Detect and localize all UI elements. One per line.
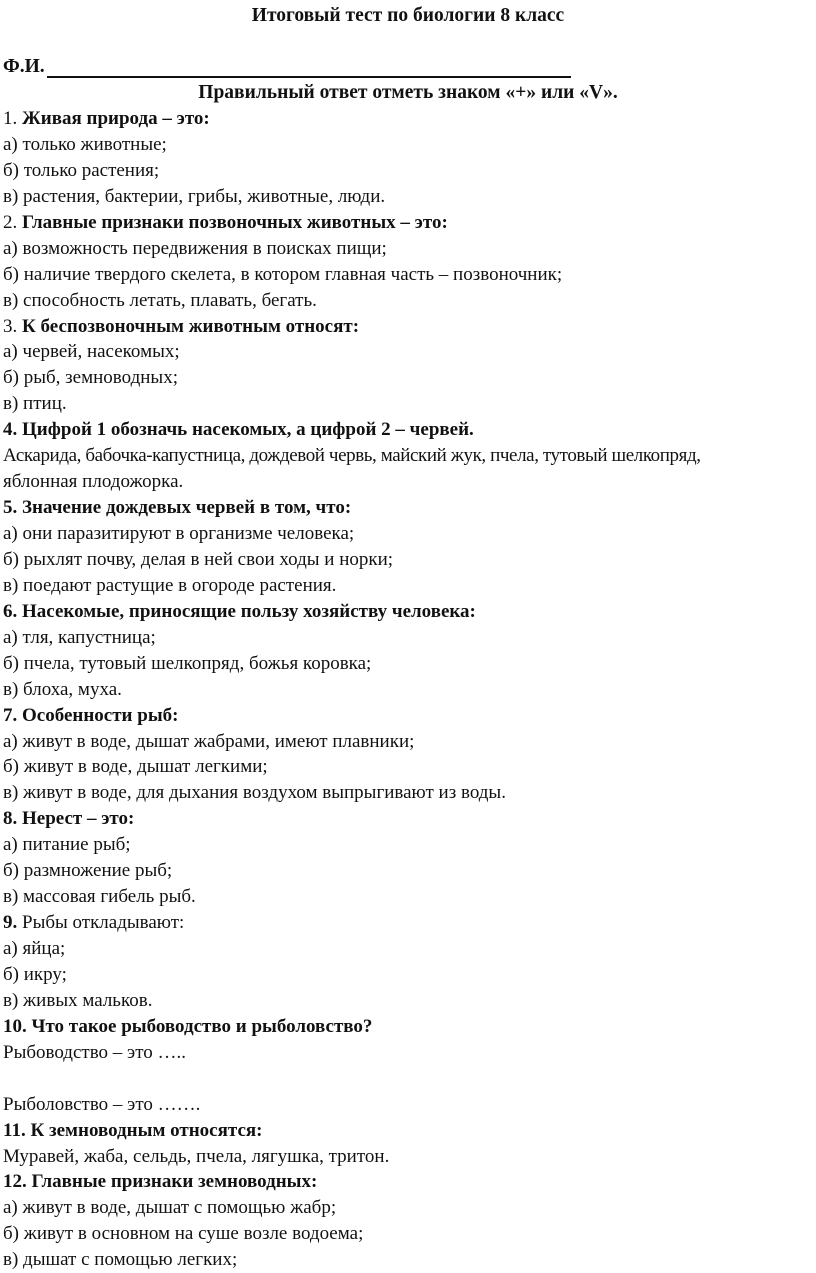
- questions-list: [3, 106, 813, 1273]
- answer-option: в) поедают растущие в огороде растения.: [3, 574, 337, 596]
- answer-option: а) только животные;: [3, 133, 167, 155]
- question-heading: [3, 1014, 813, 1040]
- question-text: К земноводным относятся:: [30, 1119, 263, 1141]
- question-heading: [3, 703, 813, 729]
- question-text: К беспозвоночным животным относят:: [22, 315, 360, 337]
- answer-option: в) живых мальков.: [3, 989, 153, 1011]
- answer-option: а) питание рыб;: [3, 834, 131, 856]
- question-text: Особенности рыб:: [22, 704, 179, 726]
- blank-line: [3, 1066, 813, 1092]
- answer-option: в) массовая гибель рыб.: [3, 886, 196, 908]
- answer-option: а) тля, капустница;: [3, 626, 156, 648]
- question-heading: [3, 314, 813, 340]
- answer-option: а) они паразитируют в организме человека;: [3, 523, 355, 544]
- question-number: 6.: [3, 600, 18, 622]
- question-heading: [3, 599, 813, 625]
- question-number: 3.: [3, 315, 18, 337]
- answer-option: б) только растения;: [3, 159, 160, 181]
- fio-label: Ф.И.: [3, 56, 45, 77]
- question-heading: [3, 806, 813, 832]
- answer-option: а) живут в воде, дышат с помощью жабр;: [3, 1197, 337, 1219]
- question-number: 9.: [3, 912, 18, 934]
- answer-option: б) живут в основном на суше возле водоема;: [3, 1223, 364, 1245]
- question-number: 1.: [3, 108, 18, 129]
- answer-option: б) живут в воде, дышат легкими;: [3, 756, 268, 778]
- answer-option: в) живут в воде, для дыхания воздухом выпрыгивают из воды.: [3, 782, 506, 804]
- answer-option: а) червей, насекомых;: [3, 341, 180, 363]
- answer-option: б) рыхлят почву, делая в ней свои ходы и норки;: [3, 548, 394, 570]
- question-text: Значение дождевых червей в том, что:: [22, 497, 352, 519]
- answer-option: в) растения, бактерии, грибы, животные, люди.: [3, 185, 386, 207]
- question-number: 5.: [3, 497, 18, 519]
- question-number: 10.: [3, 1015, 27, 1037]
- answer-option: б) пчела, тутовый шелкопряд, божья коровка;: [3, 652, 372, 674]
- answer-option: в) птиц.: [3, 393, 67, 415]
- answer-option: б) наличие твердого скелета, в котором главная часть – позвоночник;: [3, 263, 563, 285]
- question-text: Нерест – это:: [22, 808, 135, 830]
- fio-underline: [47, 76, 571, 78]
- question-text: Главные признаки земноводных:: [31, 1171, 318, 1193]
- question-number: 2.: [3, 211, 18, 233]
- answer-text: Рыболовство – это …….: [3, 1093, 201, 1115]
- answer-option: б) размножение рыб;: [3, 860, 173, 882]
- answer-text: яблонная плодожорка.: [3, 471, 184, 493]
- question-heading: [3, 106, 813, 132]
- question-heading: [3, 417, 813, 443]
- answer-option: б) икру;: [3, 963, 67, 985]
- question-heading: [3, 1169, 813, 1195]
- answer-option: в) блоха, муха.: [3, 678, 122, 700]
- page-title: Итоговый тест по биологии 8 класс: [251, 5, 565, 26]
- question-heading: [3, 210, 813, 236]
- question-heading: [3, 495, 813, 521]
- answer-option: б) рыб, земноводных;: [3, 367, 178, 389]
- question-text: Рыбы откладывают:: [22, 912, 185, 934]
- question-number: 12.: [3, 1171, 27, 1193]
- answer-text: Муравей, жаба, сельдь, пчела, лягушка, тритон.: [3, 1145, 390, 1167]
- question-heading: [3, 910, 813, 936]
- answer-text: Аскарида, бабочка-капустница, дождевой червь, майский жук, пчела, тутовый шелкопряд,: [3, 445, 701, 467]
- answer-option: а) яйца;: [3, 938, 66, 959]
- question-number: 11.: [3, 1119, 26, 1141]
- fio-field: [3, 54, 573, 80]
- answer-option: а) возможность передвижения в поисках пищи;: [3, 237, 387, 259]
- question-text: Что такое рыбоводство и рыболовство?: [31, 1015, 373, 1037]
- instruction: Правильный ответ отметь знаком «+» или «V».: [198, 82, 618, 103]
- question-number: 4.: [3, 419, 18, 441]
- answer-option: в) способность летать, плавать, бегать.: [3, 289, 317, 311]
- question-text: Цифрой 1 обозначь насекомых, а цифрой 2 – червей.: [22, 419, 474, 441]
- question-text: Живая природа – это:: [22, 108, 210, 129]
- answer-option: а) живут в воде, дышат жабрами, имеют плавники;: [3, 730, 415, 752]
- question-text: Главные признаки позвоночных животных – это:: [22, 211, 448, 233]
- question-number: 8.: [3, 808, 18, 830]
- answer-text: Рыбоводство – это …..: [3, 1041, 186, 1063]
- question-number: 7.: [3, 704, 18, 726]
- question-text: Насекомые, приносящие пользу хозяйству человека:: [22, 600, 476, 622]
- answer-option: в) дышат с помощью легких;: [3, 1249, 238, 1271]
- question-heading: [3, 1118, 813, 1144]
